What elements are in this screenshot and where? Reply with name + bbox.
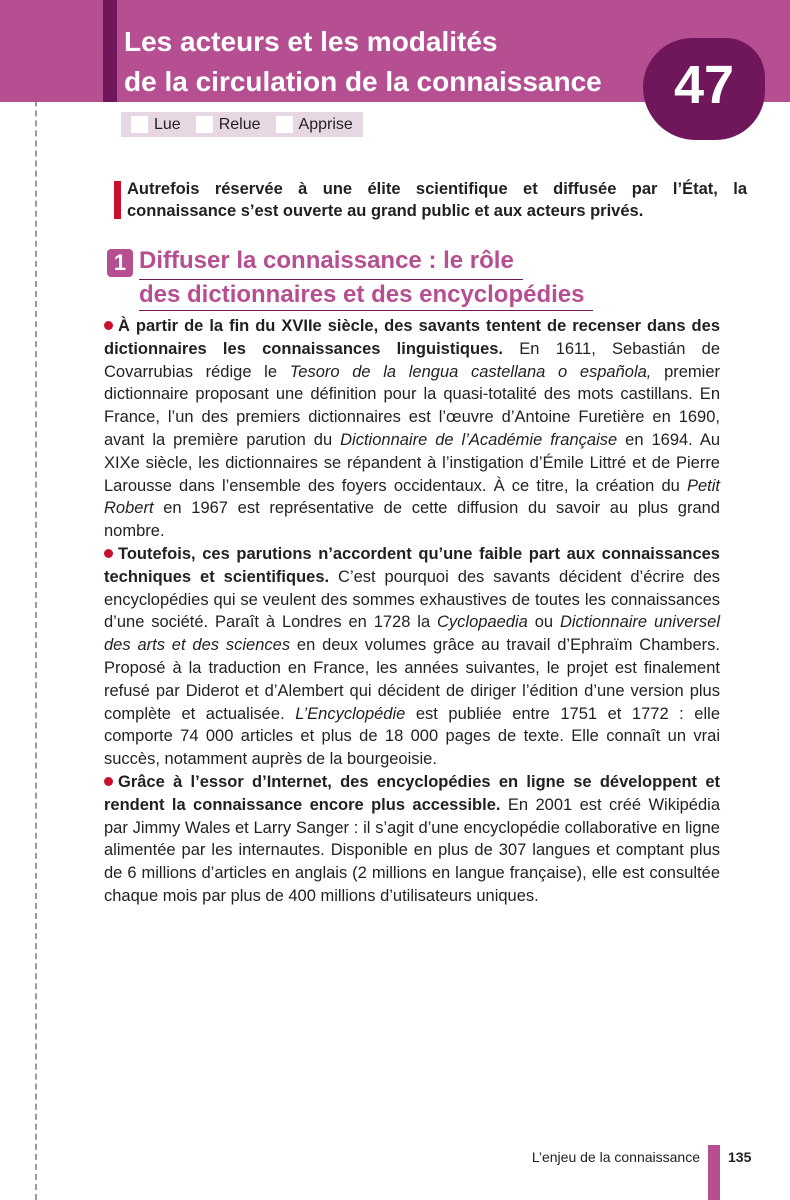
paragraph-3-text-1: En 2001 est créé Wikipédia par Jimmy Wales et Larry Sanger : il s’agit d’une encyclopédie collaborative en ligne alimentée par les internautes. Disponible en plus de 307 langues et comptant plus de 6 millions d’articles en anglais (2 millions en langue française), elle est consultée chaque mois par plus de 400 millions d’utilisateurs uniques. bbox=[104, 795, 720, 905]
page-number: 135 bbox=[728, 1149, 752, 1165]
status-read-checkbox[interactable] bbox=[131, 116, 148, 133]
status-reread-checkbox[interactable] bbox=[196, 116, 213, 133]
paragraph-2-lead: Toutefois, ces parutions n’accordent qu’une faible part aux connaissances techniques et scientifiques. bbox=[104, 544, 720, 586]
status-learned-label: Apprise bbox=[298, 115, 353, 133]
reading-status-bar bbox=[121, 112, 363, 137]
section-underline-1 bbox=[139, 279, 523, 280]
section-underline-2 bbox=[139, 310, 593, 311]
paragraph-1-title-2: Dictionnaire de l’Académie française bbox=[340, 430, 618, 449]
page-title bbox=[124, 22, 654, 102]
paragraph-3-lead: Grâce à l’essor d’Internet, des encyclopédies en ligne se développent et rendent la connaissance encore plus accessible. bbox=[104, 772, 720, 814]
section-title-line1: Diffuser la connaissance : le rôle bbox=[139, 247, 514, 274]
paragraph-2-text-1: C’est pourquoi des savants décident d’écrire des encyclopédies qui se veulent des sommes exhaustives de toutes les connaissances d’une société. Paraît à Londres en 1728 la bbox=[104, 567, 720, 632]
paragraph-1-text-3: en 1694. Au XIXe siècle, les dictionnaires se répandent à l’instigation d’Émile Littré et de Pierre Larousse dans l’ensemble des foyers occidentaux. À ce titre, la création du bbox=[104, 430, 721, 495]
page-title-line2: de la circulation de la connaissance bbox=[124, 66, 602, 97]
paragraph-1-title-1: Tesoro de la lengua castellana o española, bbox=[289, 362, 652, 381]
paragraph-2-text-3: en deux volumes grâce au travail d’Ephraïm Chambers. Proposé à la traduction en France, les années suivantes, le projet est finalement refusé par Diderot et d’Alembert qui décident de diriger l’édition d’une version plus complète et actualisée. bbox=[104, 636, 720, 723]
footer-chapter-label: L’enjeu de la connaissance bbox=[531, 1149, 700, 1165]
paragraph-2-text-2: ou bbox=[527, 613, 560, 632]
paragraph-2-title-2: Dictionnaire universel des arts et des sciences bbox=[104, 613, 720, 655]
status-learned[interactable] bbox=[276, 116, 353, 134]
bullet-icon bbox=[104, 321, 113, 330]
paragraph-2-title-3: L’Encyclopédie bbox=[295, 704, 406, 723]
paragraph-2-text-4: est publiée entre 1751 et 1772 : elle comporte 74 000 articles et plus de 18 000 pages de texte. Elle connaît un vrai succès, notamment auprès de la bourgeoisie. bbox=[104, 704, 720, 769]
bullet-icon bbox=[104, 777, 113, 786]
paragraph-1-lead: À partir de la fin du XVIIe siècle, des savants tentent de recenser dans des dictionnaires les connaissances linguistiques. bbox=[104, 317, 720, 358]
chapter-number: 47 bbox=[673, 55, 735, 115]
status-reread-label: Relue bbox=[218, 115, 261, 133]
page-title-line1: Les acteurs et les modalités bbox=[124, 26, 498, 57]
paragraph-1-text-2: premier dictionnaire proposant une définition pour la quasi-totalité des mots castillans. En France, l’un des premiers dictionnaires est l’œuvre d’Antoine Furetière en 1690, avant la première parution du bbox=[104, 362, 720, 449]
bullet-icon bbox=[104, 549, 113, 558]
intro-accent-bar bbox=[114, 181, 121, 219]
intro-text: Autrefois réservée à une élite scientifique et diffusée par l’État, la connaissance s’est ouverte au grand public et aux acteurs privés. bbox=[127, 180, 747, 220]
footer-accent-bar bbox=[708, 1145, 720, 1200]
chapter-badge bbox=[643, 38, 765, 140]
paragraph-2-title-1: Cyclopaedia bbox=[437, 613, 528, 632]
dashed-margin-line bbox=[35, 0, 37, 1200]
paragraph-3 bbox=[104, 771, 720, 908]
body-text bbox=[104, 315, 720, 908]
status-reread[interactable] bbox=[196, 116, 261, 134]
header-accent-bar bbox=[103, 0, 117, 102]
status-learned-checkbox[interactable] bbox=[276, 116, 293, 133]
paragraph-1-text-1: En 1611, Sebastián de Covarrubias rédige le bbox=[104, 339, 721, 381]
paragraph-1 bbox=[104, 315, 720, 543]
section-title-line2: des dictionnaires et des encyclopédies bbox=[139, 281, 585, 308]
section-number: 1 bbox=[107, 249, 133, 277]
paragraph-2 bbox=[104, 543, 720, 771]
paragraph-1-text-4: en 1967 est représentative de cette diffusion du savoir au plus grand nombre. bbox=[104, 499, 720, 541]
paragraph-1-title-3: Petit Robert bbox=[104, 476, 720, 518]
status-read[interactable] bbox=[131, 116, 181, 134]
status-read-label: Lue bbox=[154, 115, 181, 133]
section-title bbox=[139, 244, 629, 312]
